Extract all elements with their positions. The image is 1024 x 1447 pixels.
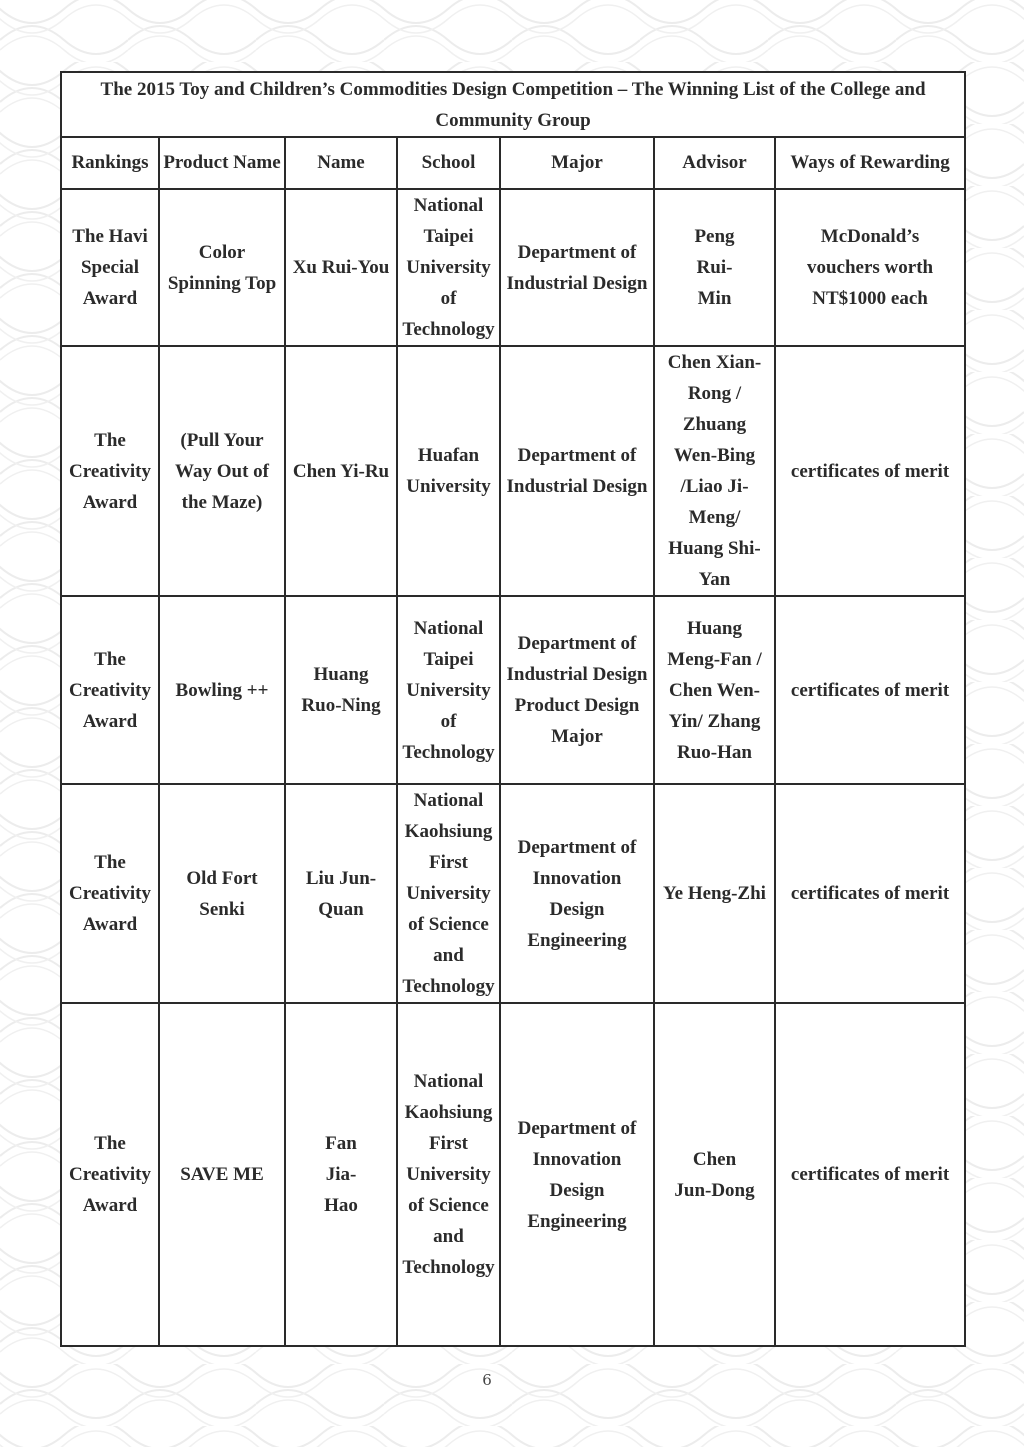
cell-advisor: Huang Meng-Fan / Chen Wen-Yin/ Zhang Ruo-Han <box>654 596 775 784</box>
cell-major: Department of Industrial Design <box>500 346 654 596</box>
header-major: Major <box>500 137 654 189</box>
cell-ranking: The Havi Special Award <box>61 189 159 346</box>
cell-advisor: Peng Rui-Min <box>654 189 775 346</box>
cell-reward: certificates of merit <box>775 346 965 596</box>
cell-product-name: SAVE ME <box>159 1003 285 1346</box>
cell-ranking: The Creativity Award <box>61 346 159 596</box>
cell-ranking: The Creativity Award <box>61 1003 159 1346</box>
cell-major: Department of Innovation Design Engineering <box>500 784 654 1003</box>
table-row <box>61 596 965 784</box>
cell-advisor: Ye Heng-Zhi <box>654 784 775 1003</box>
cell-school: National Kaohsiung First University of Science and Technology <box>397 1003 500 1346</box>
cell-product-name: Bowling ++ <box>159 596 285 784</box>
cell-reward: McDonald’s vouchers worth NT$1000 each <box>775 189 965 346</box>
cell-product-name: Old Fort Senki <box>159 784 285 1003</box>
cell-name: Xu Rui-You <box>285 189 397 346</box>
header-ways-of-rewarding: Ways of Rewarding <box>775 137 965 189</box>
cell-reward: certificates of merit <box>775 596 965 784</box>
table-row <box>61 1003 965 1346</box>
table-title: The 2015 Toy and Children’s Commodities Design Competition – The Winning List of the College and Community Group <box>61 72 965 137</box>
page-number: 6 <box>482 1371 492 1389</box>
cell-advisor: Chen Jun-Dong <box>654 1003 775 1346</box>
cell-major: Department of Innovation Design Engineering <box>500 1003 654 1346</box>
cell-advisor: Chen Xian-Rong / Zhuang Wen-Bing /Liao Ji-Meng/ Huang Shi-Yan <box>654 346 775 596</box>
table-row <box>61 346 965 596</box>
cell-reward: certificates of merit <box>775 1003 965 1346</box>
cell-school: Huafan University <box>397 346 500 596</box>
cell-major: Department of Industrial Design Product Design Major <box>500 596 654 784</box>
header-row <box>61 137 965 189</box>
cell-ranking: The Creativity Award <box>61 596 159 784</box>
cell-name: Huang Ruo-Ning <box>285 596 397 784</box>
cell-school: National Kaohsiung First University of Science and Technology <box>397 784 500 1003</box>
cell-name: Liu Jun-Quan <box>285 784 397 1003</box>
cell-major: Department of Industrial Design <box>500 189 654 346</box>
header-name: Name <box>285 137 397 189</box>
cell-name: Chen Yi-Ru <box>285 346 397 596</box>
cell-product-name: (Pull Your Way Out of the Maze) <box>159 346 285 596</box>
winning-list-table <box>60 71 966 1347</box>
table-row <box>61 784 965 1003</box>
cell-name: Fan Jia-Hao <box>285 1003 397 1346</box>
cell-school: National Taipei University of Technology <box>397 189 500 346</box>
header-advisor: Advisor <box>654 137 775 189</box>
cell-ranking: The Creativity Award <box>61 784 159 1003</box>
cell-product-name: Color Spinning Top <box>159 189 285 346</box>
header-rankings: Rankings <box>61 137 159 189</box>
table-row <box>61 189 965 346</box>
cell-reward: certificates of merit <box>775 784 965 1003</box>
cell-school: National Taipei University of Technology <box>397 596 500 784</box>
header-product-name: Product Name <box>159 137 285 189</box>
header-school: School <box>397 137 500 189</box>
